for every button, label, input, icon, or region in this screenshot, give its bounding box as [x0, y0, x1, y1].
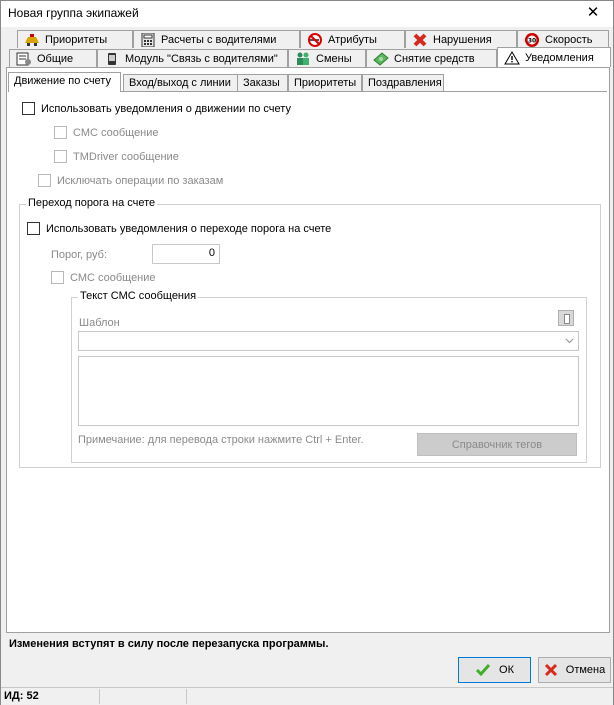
checkbox-box[interactable] [22, 102, 35, 115]
status-separator [99, 689, 100, 704]
checkbox-label: Использовать уведомления о переходе порога на счете [46, 222, 332, 235]
checkbox-label: Использовать уведомления о движении по счету [41, 102, 291, 115]
general-settings-icon [16, 52, 32, 66]
tab-label: Смены [316, 52, 352, 65]
no-smoking-icon [307, 33, 323, 47]
sms-text-group-title: Текст СМС сообщения [80, 290, 197, 302]
tab-general[interactable] [9, 49, 97, 67]
status-id: ИД: 52 [4, 690, 39, 702]
tab-driver-module[interactable] [97, 49, 288, 67]
tab-driver-settlements[interactable] [133, 30, 300, 48]
exclude-orders-checkbox[interactable] [38, 174, 223, 187]
threshold-label: Порог, руб: [51, 249, 108, 261]
use-threshold-notifications-checkbox[interactable] [27, 222, 331, 235]
checkbox-box[interactable] [38, 174, 51, 187]
tab-shifts[interactable] [288, 49, 366, 67]
checkbox-label: СМС сообщение [70, 271, 156, 284]
subtab-congratulations[interactable]: Поздравления [362, 74, 444, 92]
cancel-cross-icon [544, 663, 558, 677]
warning-icon [504, 51, 520, 65]
cancel-button[interactable] [538, 657, 611, 683]
checkbox-box[interactable] [27, 222, 40, 235]
threshold-sms-checkbox[interactable] [51, 271, 156, 284]
window-title: Новая группа экипажей [8, 6, 139, 20]
close-icon[interactable]: ✕ [586, 4, 600, 21]
sms-message-textarea[interactable] [78, 356, 579, 426]
status-separator [186, 689, 187, 704]
template-label: Шаблон [79, 317, 120, 329]
speed-limit-30-icon [524, 33, 540, 47]
checkbox-label: TMDriver сообщение [73, 150, 179, 163]
subtab-priorities[interactable]: Приоритеты [288, 74, 362, 92]
tab-violations[interactable] [405, 30, 517, 48]
account-tmdriver-checkbox[interactable] [54, 150, 179, 163]
subtab-orders[interactable]: Заказы [237, 74, 288, 92]
chevron-down-icon [565, 336, 574, 345]
tags-reference-button[interactable]: Справочник тегов [417, 433, 577, 456]
tab-row-1 [1, 30, 614, 48]
subtab-account-movement[interactable]: Движение по счету [8, 72, 121, 92]
threshold-input[interactable] [152, 244, 220, 264]
account-sms-checkbox[interactable] [54, 126, 159, 139]
ok-button[interactable] [458, 657, 531, 683]
checkbox-box[interactable] [54, 126, 67, 139]
subtab-line-in-out[interactable]: Вход/выход с линии [123, 74, 242, 92]
checkbox-label: Исключать операции по заказам [57, 174, 224, 187]
tab-row-2 [1, 49, 614, 67]
checkmark-icon [475, 663, 491, 677]
tab-attributes[interactable] [300, 30, 405, 48]
tab-label: Модуль "Связь с водителями" [125, 52, 278, 65]
checkbox-box[interactable] [54, 150, 67, 163]
use-account-notifications-checkbox[interactable] [22, 102, 291, 115]
restart-notice: Изменения вступят в силу после перезапуска программы. [9, 638, 329, 650]
tab-withdrawal[interactable] [366, 49, 497, 67]
checkbox-box[interactable] [51, 271, 64, 284]
title-bar [1, 1, 613, 27]
threshold-value: 0 [208, 247, 215, 259]
money-icon [373, 52, 389, 66]
tab-notifications[interactable] [497, 47, 611, 67]
tab-label: Нарушения [433, 33, 492, 46]
template-edit-icon[interactable] [558, 310, 574, 326]
template-select[interactable] [78, 331, 579, 351]
calculator-icon [140, 33, 156, 47]
tab-priorities[interactable] [17, 30, 133, 48]
tab-label: Уведомления [525, 51, 594, 64]
people-icon [295, 52, 311, 66]
tab-label: Снятие средств [394, 52, 475, 65]
tab-speed[interactable] [517, 30, 609, 48]
tab-label: Приоритеты [45, 33, 108, 46]
status-bar [1, 687, 613, 705]
driver-module-icon [104, 52, 120, 66]
svg-text:30: 30 [527, 37, 537, 44]
ok-label: ОК [499, 664, 514, 676]
tab-label: Общие [37, 52, 74, 65]
threshold-group-title: Переход порога на счете [28, 197, 156, 209]
checkbox-label: СМС сообщение [73, 126, 159, 139]
tab-label: Атрибуты [328, 33, 377, 46]
cancel-label: Отмена [565, 664, 606, 676]
red-cross-icon [412, 33, 428, 47]
priority-car-icon [24, 33, 40, 47]
tab-label: Скорость [545, 33, 593, 46]
note-text: Примечание: для перевода строки нажмите Ctrl + Enter. [78, 434, 364, 446]
tab-label: Расчеты с водителями [161, 33, 277, 46]
